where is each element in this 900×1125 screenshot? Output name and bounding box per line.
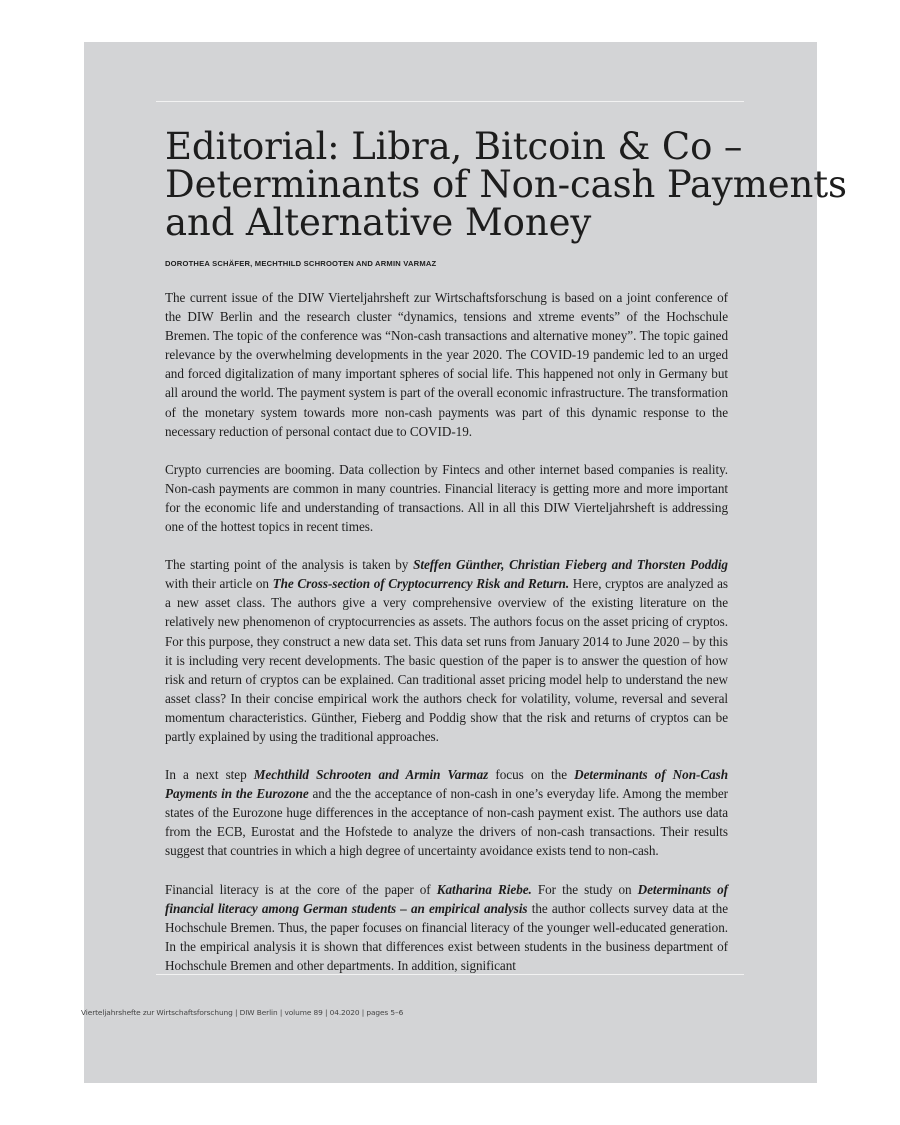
- paragraph-4: [165, 765, 728, 860]
- text-run: The current issue of the DIW Vierteljahrsheft zur Wirtschaftsforschung is based on a joint conference of the DIW Berlin and the research cluster “dynamics, tensions and xtreme events” of the Hochschule Bremen. The topic of the conference was “Non-cash transactions and alternative money”. The topic gained relevance by the overwhelming developments in the year 2020. The COVID-19 pandemic led to an urged and forced digitalization of many important spheres of social life. This happened not only in Germany but all around the world. The payment system is part of the overall economic infrastructure. The transformation of the monetary system towards more non-cash payments was part of this dynamic response to the necessary reduction of personal contact due to COVID-19.: [165, 290, 728, 439]
- text-run: with their article on: [165, 576, 273, 592]
- text-run: the author collects survey data at the Hochschule Bremen. Thus, the paper focuses on financial literacy of the younger well-educated generation. In the empirical analysis it is shown that differences exist between students in the business department of Hochschule Bremen and other departments. In addition, significant: [165, 900, 728, 973]
- emphasized-text: Mechthild Schrooten and Armin Varmaz: [253, 767, 489, 783]
- paragraph-5: [165, 880, 728, 975]
- title-line-2: Determinants of Non-cash Payments: [165, 163, 847, 206]
- paragraph-1: [165, 288, 728, 441]
- title-line-1: Editorial: Libra, Bitcoin & Co –: [165, 125, 743, 168]
- text-run: Financial literacy is at the core of the paper of: [165, 881, 437, 897]
- emphasized-text: Steffen Günther, Christian Fieberg and Thorsten Poddig: [413, 557, 728, 573]
- emphasized-text: The Cross-section of Cryptocurrency Risk and Return.: [272, 576, 570, 592]
- text-run: focus on the: [488, 767, 575, 783]
- page-footer: Vierteljahrshefte zur Wirtschaftsforschung | DIW Berlin | volume 89 | 04.2020 | pages 5–6: [81, 1008, 404, 1017]
- article-title: [165, 125, 847, 244]
- emphasized-text: Determinants of financial literacy among German students – an empirical analysis: [165, 881, 729, 916]
- title-line-3: and Alternative Money: [165, 201, 592, 244]
- bottom-rule: [156, 974, 744, 975]
- text-run: Here, cryptos are analyzed as a new asset class. The authors give a very comprehensive overview of the existing literature on the relatively new phenomenon of cryptocurrencies as assets. The authors focus on the asset pricing of cryptos. For this purpose, they construct a new data set. This data set runs from January 2014 to June 2020 – by this it is including very recent developments. The basic question of the paper is to answer the question of how risk and return of cryptos can be explained. Can traditional asset pricing model help to understand the new asset class? In their concise empirical work the authors check for volatility, volume, reversal and several momentum characteristics. Günther, Fieberg and Poddig show that the risk and returns of cryptos can be partly explained by using the traditional approaches.: [165, 576, 728, 744]
- text-run: Crypto currencies are booming. Data collection by Fintecs and other internet based companies is reality. Non-cash payments are common in many countries. Financial literacy is getting more and more important for the economic life and understanding of transactions. All in all this DIW Vierteljahrsheft is addressing one of the hottest topics in recent times.: [165, 461, 728, 535]
- emphasized-text: Katharina Riebe.: [436, 881, 532, 897]
- page-sheet: [84, 42, 847, 1083]
- text-run: The starting point of the analysis is taken by: [165, 557, 414, 573]
- article-authors: DOROTHEA SCHÄFER, MECHTHILD SCHROOTEN AND ARMIN VARMAZ: [165, 259, 437, 268]
- top-rule: [156, 101, 744, 102]
- text-run: In a next step: [165, 767, 254, 783]
- text-run: For the study on: [531, 881, 638, 897]
- article-body: [165, 125, 847, 974]
- emphasized-text: Determinants of Non-Cash Payments in the Eurozone: [165, 767, 728, 802]
- paragraph-2: [165, 460, 728, 536]
- paragraph-3: [165, 555, 728, 746]
- text-run: and the the acceptance of non-cash in one’s everyday life. Among the member states of the Eurozone huge differences in the acceptance of non-cash payment exist. The authors use data from the ECB, Eurostat and the Hofstede to analyze the drivers of non-cash transactions. Their results suggest that countries in which a high degree of uncertainty avoidance exists tend to non-cash.: [165, 786, 728, 859]
